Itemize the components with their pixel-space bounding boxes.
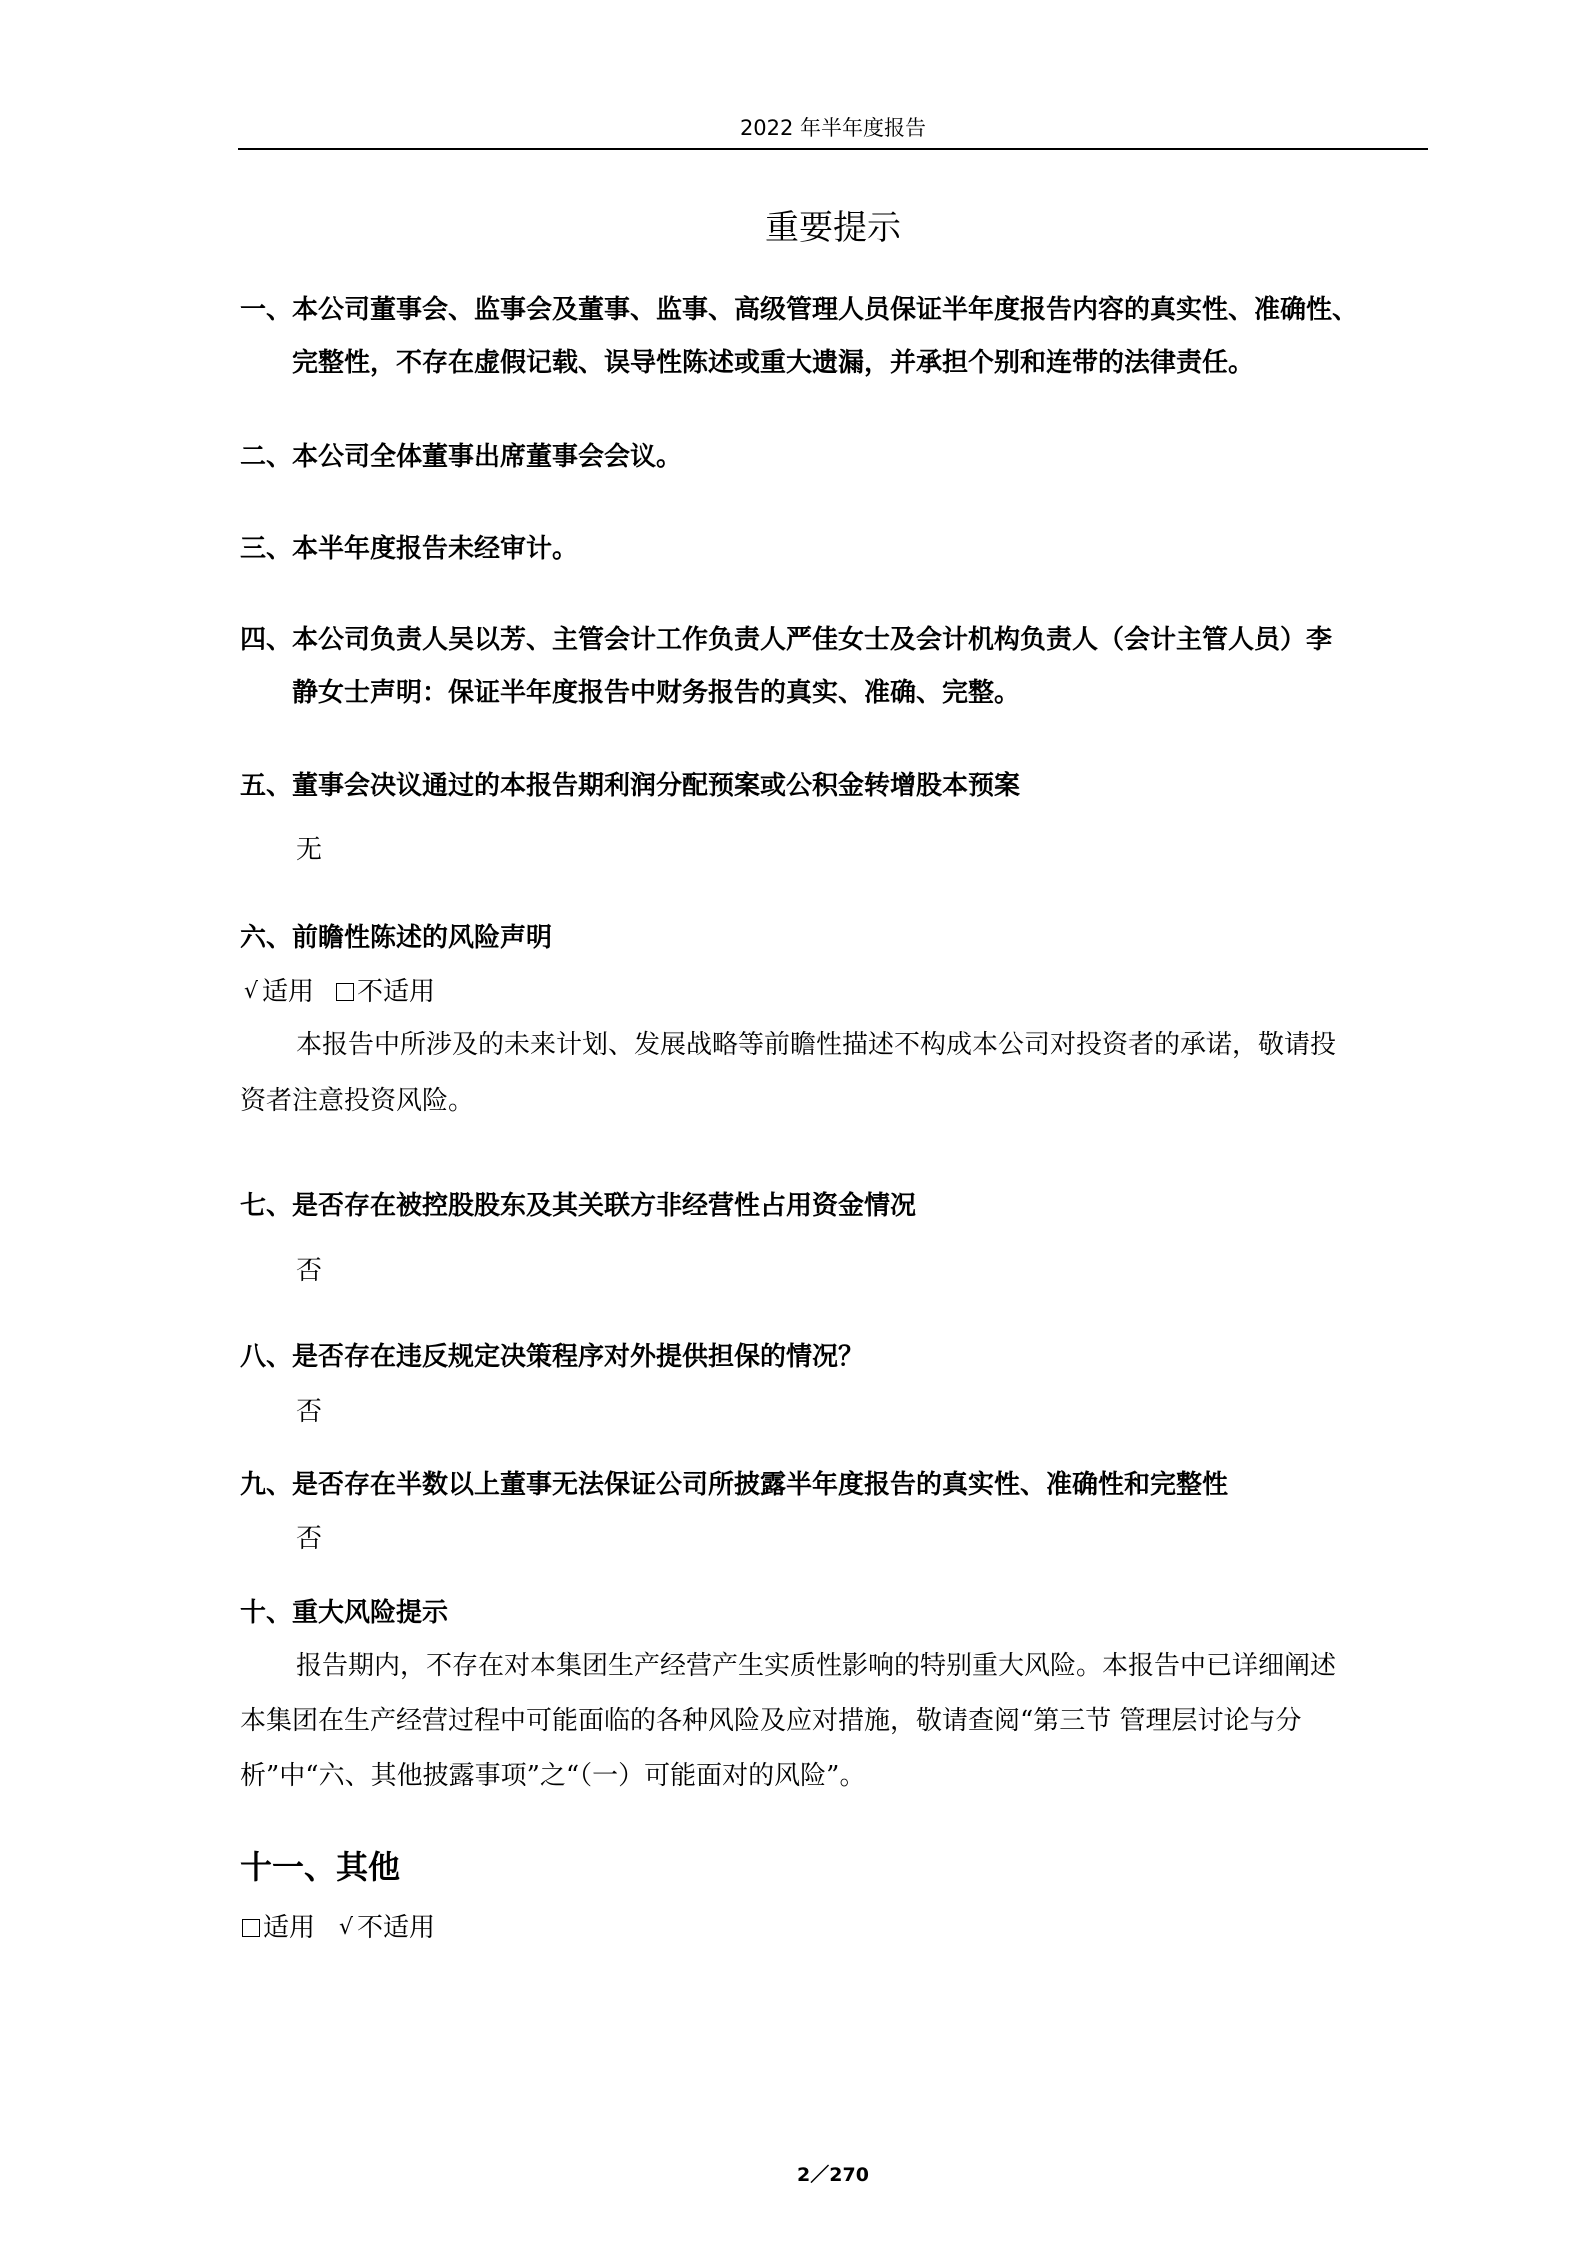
section-11-heading: 十一、其他 <box>240 1848 401 1886</box>
applicable-option <box>240 1911 315 1945</box>
applicable-label: 适用 <box>262 977 315 1007</box>
empty-checkbox-icon <box>336 983 354 1001</box>
not-applicable-label: 不适用 <box>357 977 436 1007</box>
section-6-heading: 六、前瞻性陈述的风险声明 <box>240 923 553 953</box>
section-5-value: 无 <box>296 835 323 865</box>
header-divider <box>238 148 1428 150</box>
checkmark-icon: √ <box>339 1915 354 1940</box>
not-applicable-option <box>334 975 435 1009</box>
section-6-applicability <box>240 975 435 1009</box>
empty-checkbox-icon <box>242 1919 260 1937</box>
section-10-heading: 十、重大风险提示 <box>240 1598 449 1628</box>
section-1-line-2: 完整性，不存在虚假记载、误导性陈述或重大遗漏，并承担个别和连带的法律责任。 <box>292 348 1255 378</box>
section-10-paragraph-line-3: 析”中“六、其他披露事项”之“（一）可能面对的风险”。 <box>240 1761 866 1791</box>
section-9-value: 否 <box>296 1524 323 1554</box>
section-7-heading: 七、是否存在被控股股东及其关联方非经营性占用资金情况 <box>240 1191 917 1221</box>
page-number: 2／270 <box>797 2164 869 2186</box>
page-title: 重要提示 <box>765 208 901 248</box>
section-3-heading: 三、本半年度报告未经审计。 <box>240 534 579 564</box>
section-8-heading: 八、是否存在违反规定决策程序对外提供担保的情况？ <box>240 1342 865 1372</box>
section-2-heading: 二、本公司全体董事出席董事会会议。 <box>240 442 683 472</box>
section-10-paragraph-line-1: 报告期内，不存在对本集团生产经营产生实质性影响的特别重大风险。本报告中已详细阐述 <box>296 1651 1337 1681</box>
section-4-line-1: 四、本公司负责人吴以芳、主管会计工作负责人严佳女士及会计机构负责人（会计主管人员）李 <box>240 625 1333 655</box>
section-5-heading: 五、董事会决议通过的本报告期利润分配预案或公积金转增股本预案 <box>240 771 1021 801</box>
applicable-option <box>240 975 314 1009</box>
section-10-paragraph-line-2: 本集团在生产经营过程中可能面临的各种风险及应对措施，敬请查阅“第三节 管理层讨论与分 <box>240 1706 1302 1736</box>
section-11-applicability <box>240 1911 435 1945</box>
checkmark-icon: √ <box>243 979 259 1004</box>
applicable-label: 适用 <box>263 1913 316 1943</box>
section-7-value: 否 <box>296 1256 323 1286</box>
section-6-paragraph-line-2: 资者注意投资风险。 <box>240 1086 475 1116</box>
not-applicable-option <box>335 1911 435 1945</box>
running-header: 2022 年半年度报告 <box>739 116 927 140</box>
not-applicable-label: 不适用 <box>357 1913 436 1943</box>
section-4-line-2: 静女士声明：保证半年度报告中财务报告的真实、准确、完整。 <box>292 678 1021 708</box>
section-6-paragraph-line-1: 本报告中所涉及的未来计划、发展战略等前瞻性描述不构成本公司对投资者的承诺，敬请投 <box>296 1030 1337 1060</box>
section-8-value: 否 <box>296 1397 323 1427</box>
section-1-line-1: 一、本公司董事会、监事会及董事、监事、高级管理人员保证半年度报告内容的真实性、准确性、 <box>240 295 1359 325</box>
section-9-heading: 九、是否存在半数以上董事无法保证公司所披露半年度报告的真实性、准确性和完整性 <box>240 1470 1229 1500</box>
